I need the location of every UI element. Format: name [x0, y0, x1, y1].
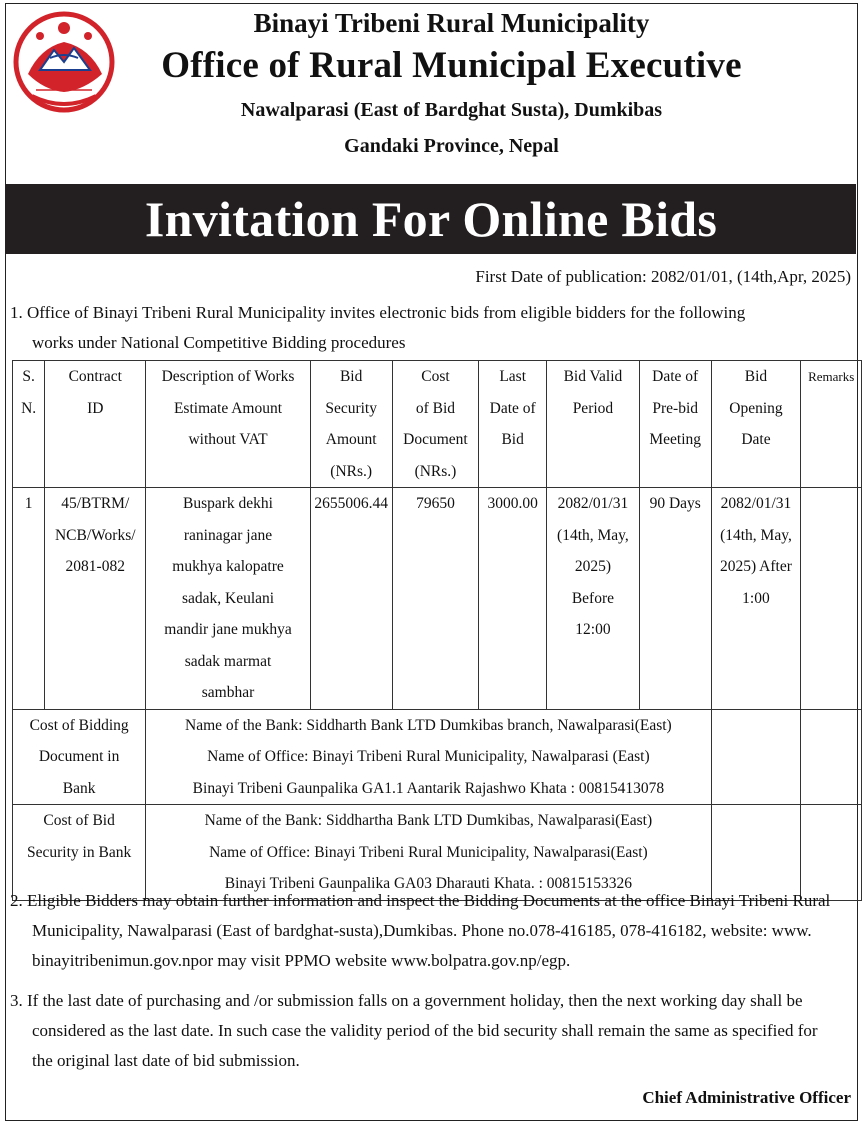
- municipality-name: Binayi Tribeni Rural Municipality: [253, 8, 650, 38]
- cell-estimate: 2655006.44: [310, 488, 392, 710]
- paragraph-1-line-1: 1. Office of Binayi Tribeni Rural Municipality invites electronic bids from eligible bidders for the following: [10, 303, 746, 322]
- bidding-doc-empty-2: [801, 709, 862, 805]
- header-contract-id: Contract ID: [45, 361, 146, 488]
- paragraph-1-line-2: works under National Competitive Bidding procedures: [32, 333, 406, 352]
- cell-cost-doc: 3000.00: [479, 488, 547, 710]
- cell-contract-id: 45/BTRM/ NCB/Works/ 2081-082: [45, 488, 146, 710]
- paragraph-2: [10, 886, 858, 976]
- header-sn: S. N.: [13, 361, 45, 488]
- paragraph-3-line-2: considered as the last date. In such case the validity period of the bid security shall remain the same as specified for: [32, 1021, 818, 1040]
- cell-sn: 1: [13, 488, 45, 710]
- cell-opening-date: 2082/01/31 (14th, May, 2025) After 1:00: [711, 488, 801, 710]
- bidding-doc-bank-row: [13, 709, 862, 805]
- bid-security-bank-details: Name of the Bank: Siddhartha Bank LTD Dumkibas, Nawalparasi(East) Name of Office: Binayi Tribeni Rural Municipality, Nawalparasi(East) Binayi Tribeni Gaunpalika GA03 Dharauti Khata. : 00815153326: [146, 805, 711, 901]
- bids-table: [12, 360, 862, 901]
- paragraph-3-line-1: 3. If the last date of purchasing and /or submission falls on a government holiday, then the next working day shall be: [10, 991, 803, 1010]
- header-bid-valid-period: Bid Valid Period: [546, 361, 639, 488]
- notice-page: [5, 3, 858, 1121]
- header: [6, 4, 857, 184]
- paragraph-2-line-1: 2. Eligible Bidders may obtain further information and inspect the Bidding Documents at the office Binayi Tribeni Rural: [10, 891, 831, 910]
- paragraph-3: [10, 986, 858, 1076]
- header-last-date: Last Date of Bid: [479, 361, 547, 488]
- publication-date: First Date of publication: 2082/01/01, (14th,Apr, 2025): [475, 267, 851, 286]
- table-header-row: [13, 361, 862, 488]
- bidding-doc-empty-1: [711, 709, 801, 805]
- paragraph-1: [10, 298, 850, 358]
- signature: Chief Administrative Officer: [642, 1088, 851, 1107]
- cell-valid-period: 90 Days: [639, 488, 711, 710]
- header-description: Description of Works Estimate Amount without VAT: [146, 361, 311, 488]
- office-address: Nawalparasi (East of Bardghat Susta), Dumkibas: [240, 99, 663, 121]
- header-pre-bid-meeting: Date of Pre-bid Meeting: [639, 361, 711, 488]
- table-row: [13, 488, 862, 710]
- office-name: Office of Rural Municipal Executive: [161, 45, 742, 86]
- header-remarks: Remarks: [801, 361, 862, 488]
- header-bid-security: Bid Security Amount (NRs.): [310, 361, 392, 488]
- paragraph-2-line-2: Municipality, Nawalparasi (East of bardghat-susta),Dumkibas. Phone no.078-416185, 078-416182, website: www.: [32, 921, 812, 940]
- bid-security-label: Cost of Bid Security in Bank: [13, 805, 146, 901]
- cell-bid-security: 79650: [392, 488, 479, 710]
- paragraph-2-line-3: binayitribenimun.gov.npor may visit PPMO website www.bolpatra.gov.np/egp.: [32, 951, 571, 970]
- province-line: Gandaki Province, Nepal: [344, 135, 559, 157]
- bidding-doc-bank-details: Name of the Bank: Siddharth Bank LTD Dumkibas branch, Nawalparasi(East) Name of Office: Binayi Tribeni Rural Municipality, Nawalparasi (East) Binayi Tribeni Gaunpalika GA1.1 Aantarik Rajashwo Khata : 00815413078: [146, 709, 711, 805]
- header-opening-date: Bid Opening Date: [711, 361, 801, 488]
- bidding-doc-label: Cost of Bidding Document in Bank: [13, 709, 146, 805]
- cell-remarks: [801, 488, 862, 710]
- header-cost-of-bid-doc: Cost of Bid Document (NRs.): [392, 361, 479, 488]
- cell-last-date: 2082/01/31 (14th, May, 2025) Before 12:00: [546, 488, 639, 710]
- page-title: Invitation For Online Bids: [6, 184, 856, 254]
- paragraph-3-line-3: the original last date of bid submission.: [32, 1051, 300, 1070]
- cell-description: Buspark dekhi raninagar jane mukhya kalopatre sadak, Keulani mandir jane mukhya sadak marmat sambhar: [146, 488, 311, 710]
